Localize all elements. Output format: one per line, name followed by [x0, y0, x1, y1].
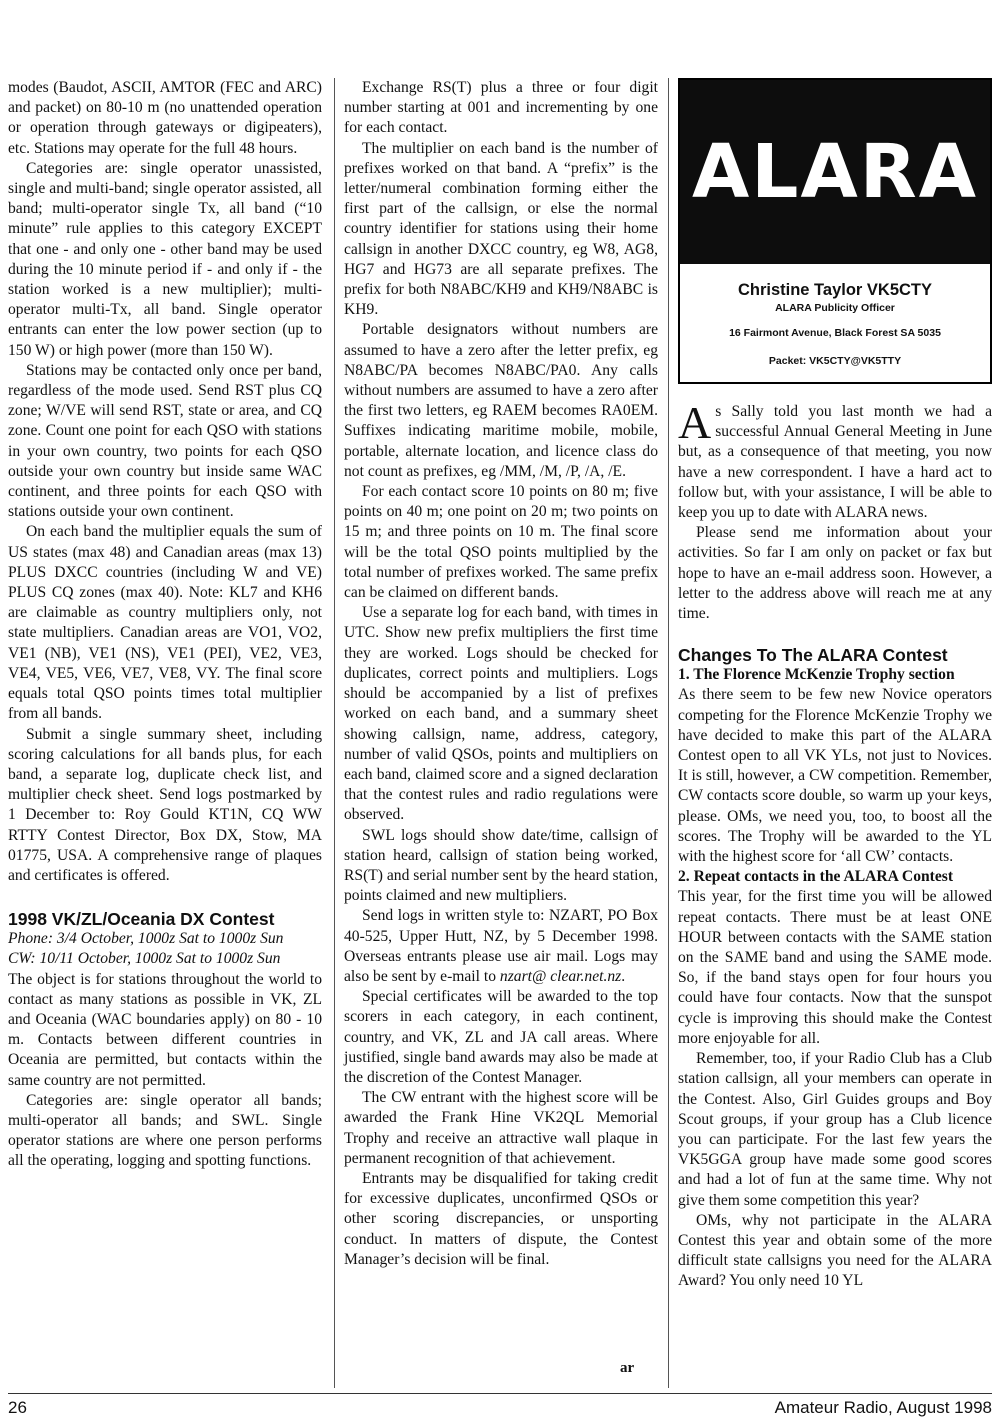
magazine-footer: Amateur Radio, August 1998	[774, 1398, 992, 1417]
paragraph: Entrants may be disqualified for taking credit for excessive duplicates, unconfirmed QSOs or other scoring discrepancies, or unsporting conduct. In matters of dispute, the Contest Manager’s decision will be final.	[344, 1169, 658, 1268]
contest-phone-dates: Phone: 3/4 October, 1000z Sat to 1000z Sun	[8, 930, 284, 948]
section-heading-vk-zl-oceania: 1998 VK/ZL/Oceania DX Contest	[8, 909, 275, 930]
paragraph: Use a separate log for each band, with times in UTC. Show new prefix multipliers the first time they are worked. Logs should be checked for duplicates, correct points and multipliers. Logs should be accompanied by a list of prefixes worked on each band, and a summary sheet showing callsign, name, address, category, number of valid QSOs, points and multipliers on each band, claimed score and a signed declaration that the contest rules and radio regulations were observed.	[344, 604, 658, 824]
paragraph: As there seem to be few new Novice operators competing for the Florence McKenzie Trophy we have decided to make this part of the ALARA Contest open to all VK YLs, not just to Novices. It is still, however, a CW competition. Remember, CW contacts score double, so warm up your keys, please. OMs, we need you, too, to boost all the scores. The Trophy will be awarded to the YL with the highest score for ‘all CW’ contacts.	[678, 686, 992, 866]
paragraph: On each band the multiplier equals the sum of US states (max 48) and Canadian areas (max 13) PLUS DXCC countries (including W and VE) PLUS CQ zones (max 40). Note: KL7 and KH6 are claimable as country multipliers only, not state multipliers. Canadian areas are VO1, VO2, VE1 (NB), VE1 (NS), VE1 (PEI), VE2, VE3, VE4, VE5, VE6, VE7, VE8, VY. The final score equals total QSO points times total multiplier from all bands.	[8, 523, 322, 723]
contest-cw-dates: CW: 10/11 October, 1000z Sat to 1000z Sun	[8, 950, 281, 968]
author-info	[680, 266, 990, 368]
paragraph: Submit a single summary sheet, including scoring calculations for all bands plus, for each band, a separate log, duplicate check list, and multiplier check sheet. Send logs postmarked by 1 December to: Roy Gould KT1N, CQ WW RTTY Contest Director, Box DX, Stow, MA 01775, USA. A comprehensive range of plaques and certificates is offered.	[8, 725, 322, 884]
footer-rule	[8, 1393, 992, 1394]
paragraph: Please send me information about your activities. So far I am only on packet or fax but hope to have an e-mail address soon. However, a letter to the address above will reach me at any time.	[678, 524, 992, 623]
paragraph-text: .	[621, 967, 626, 985]
paragraph: For each contact score 10 points on 80 m; five points on 40 m; one point on 20 m; two points on 15 m; and three points on 10 m. The final score will be the total QSO points multiplied by the total number of prefixes worked. The same prefix can be claimed on different bands.	[344, 483, 658, 602]
paragraph: This year, for the first time you will be allowed repeat contacts. There must be at least ONE HOUR between contacts with the SAME station on the SAME band and using the SAME mode. So, if the band stays open for four hours you could have four contacts. Now that the sunspot cycle is improving this should make the Contest more enjoyable for all.	[678, 888, 992, 1047]
alara-title: ALARA	[692, 129, 978, 215]
column-divider	[334, 78, 335, 1388]
alara-column-header	[678, 78, 992, 384]
paragraph: OMs, why not participate in the ALARA Contest this year and obtain some of the more difficult state callsigns you need for the ALARA Award? You only need 10 YL	[678, 1211, 992, 1290]
author-role: ALARA Publicity Officer	[775, 302, 895, 314]
author-address: 16 Fairmont Avenue, Black Forest SA 5035	[729, 327, 941, 339]
paragraph: SWL logs should show date/time, callsign of station heard, callsign of station being worked, RS(T) and serial number sent by the heard station, points claimed and new multipliers.	[344, 826, 658, 905]
column-divider	[668, 78, 669, 1388]
column-left	[8, 78, 322, 1172]
paragraph	[344, 906, 658, 987]
column-middle	[344, 78, 658, 1270]
paragraph-text: Send logs in written style to: NZART, PO Box 40-525, Upper Hutt, NZ, by 5 December 1998. Overseas entrants please use air mail. Logs may also be sent by e-mail to	[344, 907, 658, 985]
section-heading-alara-contest: Changes To The ALARA Contest	[678, 645, 948, 666]
paragraph: The object is for stations throughout the world to contact as many stations as possible in VK, ZL and Oceania (WAC boundaries apply) on 80 - 10 m. Contacts between different countries in Oceania are permitted, but contacts within the same country are not permitted.	[8, 970, 322, 1089]
paragraph: Exchange RS(T) plus a three or four digit number starting at 001 and incrementing by one for each contact.	[344, 79, 658, 137]
paragraph	[678, 397, 992, 523]
paragraph: The multiplier on each band is the number of prefixes worked on that band. A “prefix” is the letter/numeral combination forming either the first part of the callsign, or else the normal country identifier for stations using their home callsign in another DXCC country, eg W8, AG8, HG7 and HG73 are all separate prefixes. The prefix for both N8ABC/KH9 and KH9/N8ABC is KH9.	[344, 139, 658, 319]
article-end-mark: ar	[620, 1360, 635, 1376]
email-address: nzart@ clear.net.nz	[499, 967, 622, 985]
subheading: 2. Repeat contacts in the ALARA Contest	[678, 868, 954, 886]
paragraph: Categories are: single operator unassisted, single and multi-band; single operator assisted, all band; multi-operator single Tx, all band (“10 minute” rule applies to this category EXCEPT that one - and only one - other band may be used during the 10 minute period if - and only if - the station worked is a new multiplier); multi-operator multi-Tx, all band. Single operator entrants can enter the low power section (up to 150 W) or high power (more than 150 W).	[8, 159, 322, 359]
subheading: 1. The Florence McKenzie Trophy section	[678, 666, 955, 684]
page-number: 26	[8, 1398, 27, 1417]
paragraph: Portable designators without numbers are assumed to have a zero after the letter prefix, eg N8ABC/PA becomes N8ABC/PA0. Any calls without numbers are assumed to have a zero after the first two letters, eg RAEM becomes RA0EM. Suffixes indicating maritime mobile, mobile, portable, alternate location, and licence class do not count as prefixes, eg /MM, /M, /P, /A, /E.	[344, 321, 658, 480]
paragraph: modes (Baudot, ASCII, AMTOR (FEC and ARC) and packet) on 80-10 m (no unattended operation or operation through gateways or digipeaters), etc. Stations may operate for the full 48 hours.	[8, 79, 322, 157]
column-right	[678, 397, 992, 1292]
paragraph: Stations may be contacted only once per band, regardless of the mode used. Send RST plus CQ zone; W/VE will send RST, state or area, and CQ zone. Count one point for each QSO with stations in your own country, two points for each QSO outside your own country but inside same WAC continent, and three points for each QSO with stations outside your own continent.	[8, 361, 322, 521]
author-packet: Packet: VK5CTY@VK5TTY	[768, 355, 902, 367]
paragraph-text: s Sally told you last month we had a successful Annual General Meeting in June but, as a consequence of that meeting, you now have a new correspondent. I have a hard act to follow but, with your assistance, I will be able to keep you up to date with ALARA news.	[678, 403, 992, 522]
drop-cap: A	[678, 397, 712, 448]
paragraph: Special certificates will be awarded to the top scorers in each category, in each continent, country, and VK, ZL and JA call areas. Where justified, single band awards may also be made at the discretion of the Contest Manager.	[344, 988, 658, 1086]
paragraph: The CW entrant with the highest score will be awarded the Frank Hine VK2QL Memorial Trophy and receive an attractive wall plaque in permanent recognition of that achievement.	[344, 1089, 658, 1167]
author-name: Christine Taylor VK5CTY	[737, 281, 933, 299]
paragraph: Remember, too, if your Radio Club has a Club station callsign, all your members can operate in the Contest. Also, Girl Guides groups and Boy Scout groups, if your group has a Club licence you can participate. For the last few years the VK5GGA group have made some good scores and had a lot of fun at the same time. Why not give them some competition this year?	[678, 1050, 992, 1209]
alara-banner	[680, 80, 990, 264]
paragraph: Categories are: single operator all bands; multi-operator all bands; and SWL. Single operator stations are where one person performs all the operating, logging and spotting functions.	[8, 1091, 322, 1170]
